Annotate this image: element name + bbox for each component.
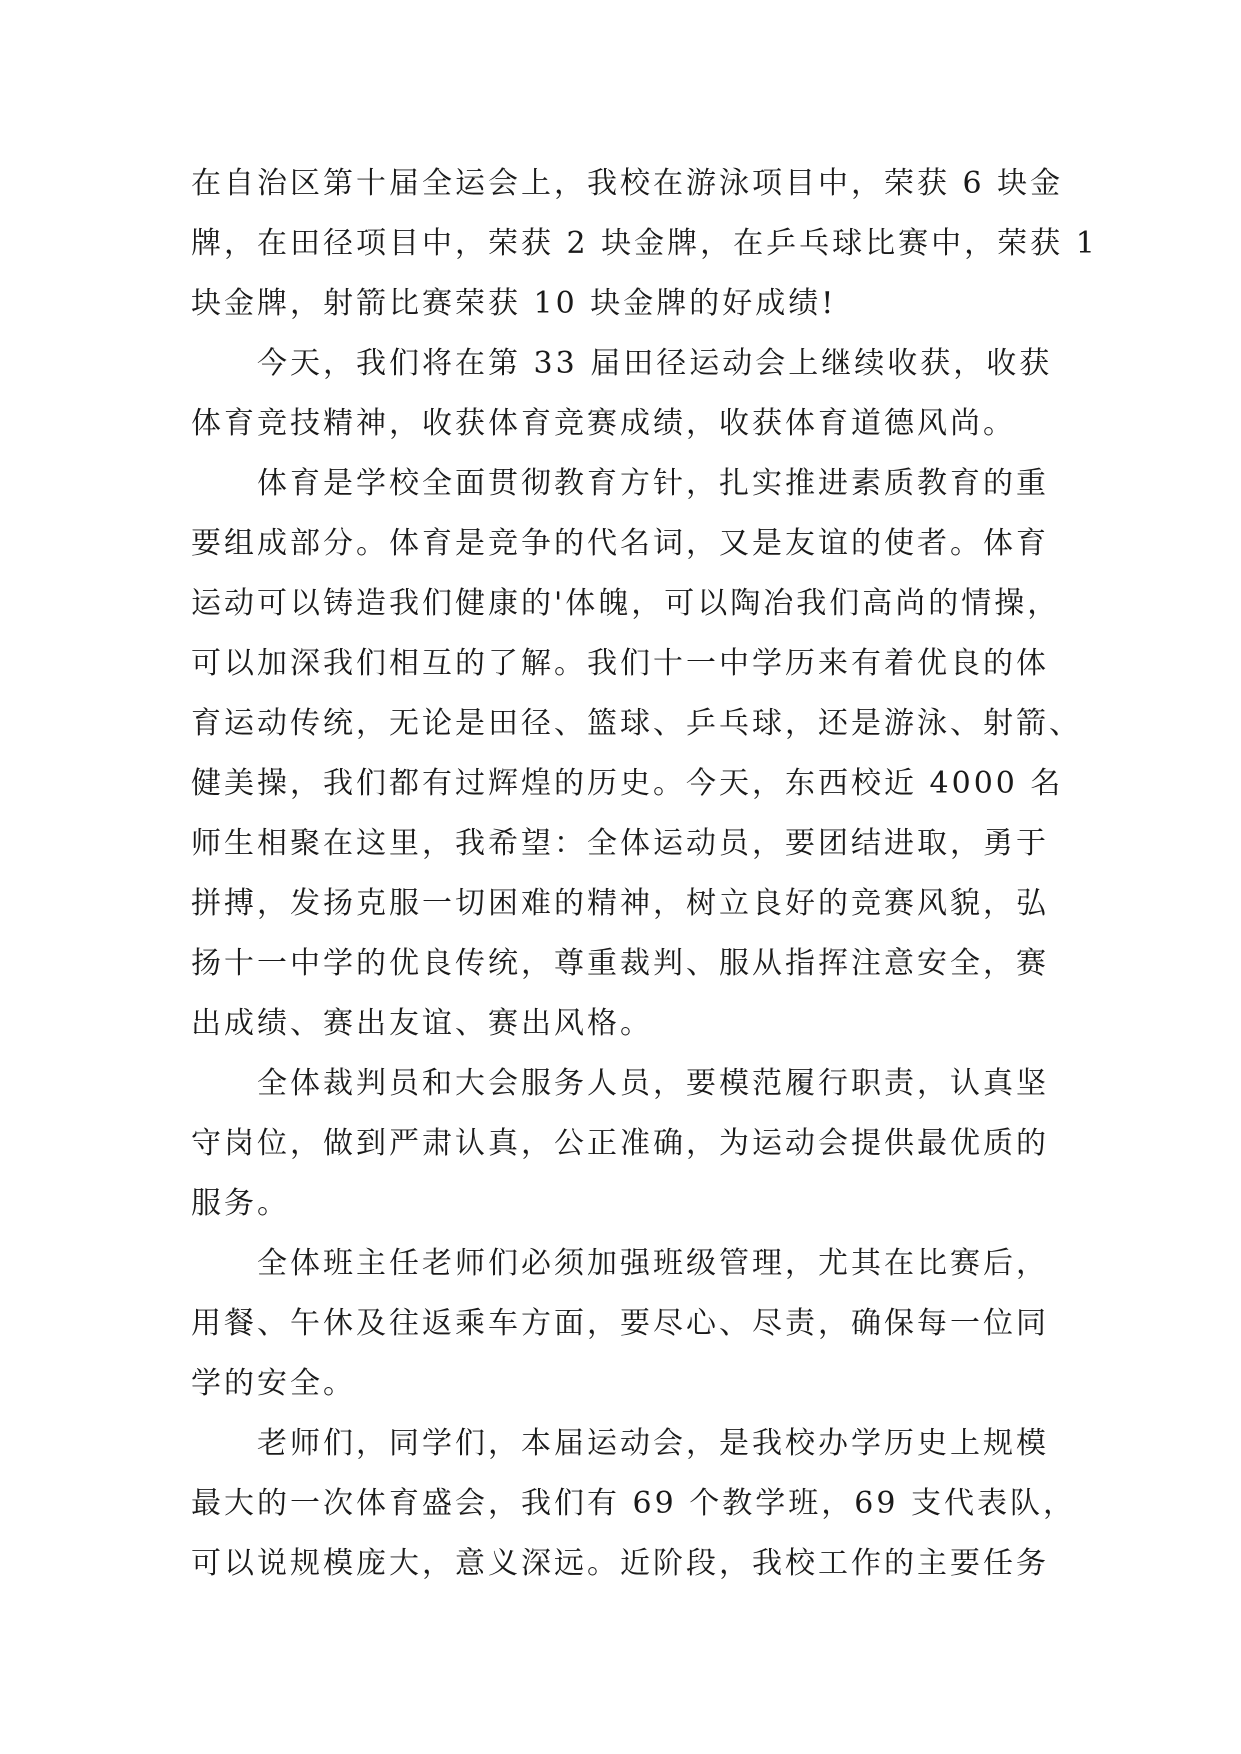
text-line: 运动可以铸造我们健康的'体魄，可以陶冶我们高尚的情操， (191, 586, 1061, 621)
text-line: 体育竞技精神，收获体育竞赛成绩，收获体育道德风尚。 (191, 406, 1016, 441)
text-line: 服务。 (191, 1186, 290, 1221)
paragraph (191, 154, 1098, 334)
text-line: 要组成部分。体育是竞争的代名词，又是友谊的使者。体育 (191, 526, 1049, 561)
paragraph (191, 1054, 1053, 1234)
text-line: 在自治区第十届全运会上，我校在游泳项目中，荣获 6 块金 (191, 166, 1064, 201)
text-line: 扬十一中学的优良传统，尊重裁判、服从指挥注意安全，赛 (191, 946, 1049, 981)
text-line: 可以加深我们相互的了解。我们十一中学历来有着优良的体 (191, 646, 1049, 681)
text-line: 全体班主任老师们必须加强班级管理，尤其在比赛后， (257, 1246, 1049, 1281)
text-line: 今天，我们将在第 33 届田径运动会上继续收获，收获 (257, 346, 1053, 381)
text-line: 块金牌，射箭比赛荣获 10 块金牌的好成绩! (191, 286, 837, 321)
text-line: 全体裁判员和大会服务人员，要模范履行职责，认真坚 (257, 1066, 1049, 1101)
text-line: 学的安全。 (191, 1366, 356, 1401)
text-line: 牌，在田径项目中，荣获 2 块金牌，在乒乓球比赛中，荣获 1 (191, 226, 1098, 261)
text-line: 师生相聚在这里，我希望：全体运动员，要团结进取，勇于 (191, 826, 1049, 861)
text-line: 体育是学校全面贯彻教育方针，扎实推进素质教育的重 (257, 466, 1049, 501)
text-line: 可以说规模庞大，意义深远。近阶段，我校工作的主要任务 (191, 1546, 1049, 1581)
text-line: 拼搏，发扬克服一切困难的精神，树立良好的竞赛风貌，弘 (191, 886, 1049, 921)
paragraph (191, 1234, 1053, 1414)
text-line: 老师们，同学们，本届运动会，是我校办学历史上规模 (257, 1426, 1049, 1461)
text-line: 育运动传统，无论是田径、篮球、乒乓球，还是游泳、射箭、 (191, 706, 1082, 741)
text-line: 最大的一次体育盛会，我们有 69 个教学班，69 支代表队， (191, 1486, 1076, 1521)
paragraph (191, 1414, 1076, 1594)
document-body (191, 154, 1098, 1594)
text-line: 出成绩、赛出友谊、赛出风格。 (191, 1006, 653, 1041)
text-line: 守岗位，做到严肃认真，公正准确，为运动会提供最优质的 (191, 1126, 1049, 1161)
text-line: 健美操，我们都有过辉煌的历史。今天，东西校近 4000 名 (191, 766, 1064, 801)
paragraph (191, 334, 1053, 454)
text-line: 用餐、午休及往返乘车方面，要尽心、尽责，确保每一位同 (191, 1306, 1049, 1341)
paragraph (191, 454, 1082, 1054)
